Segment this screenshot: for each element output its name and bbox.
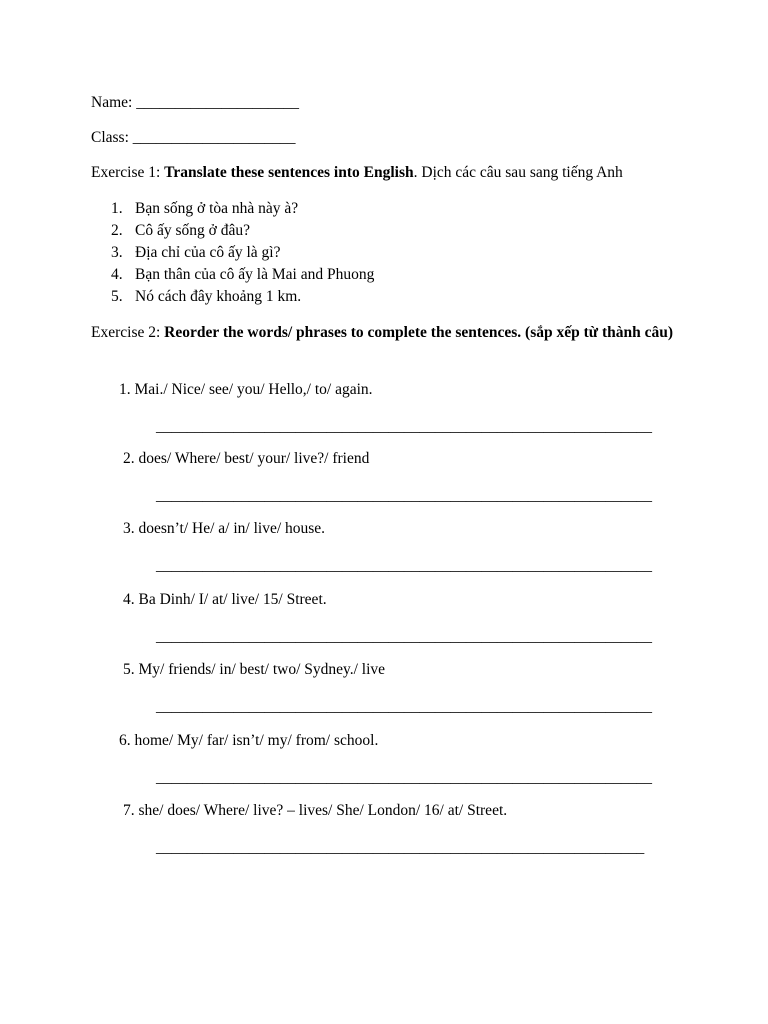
exercise1-prefix: Exercise 1:	[91, 164, 165, 181]
list-item-number: 5.	[111, 288, 123, 305]
exercise2-heading	[91, 321, 691, 344]
reorder-question-4: 4. Ba Dinh/ I/ at/ live/ 15/ Street.	[123, 591, 327, 608]
answer-line-5[interactable]: ________________________________________________________________	[156, 698, 652, 715]
answer-line-6[interactable]: ________________________________________________________________	[156, 769, 652, 786]
answer-line-4[interactable]: ________________________________________________________________	[156, 628, 652, 645]
answer-line-1[interactable]: ________________________________________________________________	[156, 418, 652, 435]
reorder-question-5: 5. My/ friends/ in/ best/ two/ Sydney./ live	[123, 661, 386, 678]
list-item-number: 3.	[111, 244, 123, 261]
answer-line-3[interactable]: ________________________________________________________________	[156, 557, 652, 574]
list-item-text: Bạn thân của cô ấy là Mai and Phuong	[135, 266, 375, 283]
exercise2-instruction: Reorder the words/ phrases to complete the sentences. (sắp xếp từ thành câu)	[164, 324, 674, 341]
list-item-number: 2.	[111, 222, 123, 239]
name-field-label: Name: _____________________	[91, 94, 299, 111]
list-item-text: Địa chỉ của cô ấy là gì?	[135, 244, 281, 261]
reorder-question-7: 7. she/ does/ Where/ live? – lives/ She/ London/ 16/ at/ Street.	[123, 802, 508, 819]
list-item-number: 4.	[111, 266, 123, 283]
list-item-text: Bạn sống ở tòa nhà này à?	[135, 200, 299, 217]
answer-line-2[interactable]: ________________________________________________________________	[156, 487, 652, 504]
list-item-text: Cô ấy sống ở đâu?	[135, 222, 250, 239]
list-item-text: Nó cách đây khoảng 1 km.	[135, 288, 302, 305]
reorder-question-6: 6. home/ My/ far/ isn’t/ my/ from/ school.	[119, 732, 379, 749]
reorder-question-2: 2. does/ Where/ best/ your/ live?/ friend	[123, 450, 370, 467]
exercise1-instruction-vi: . Dịch các câu sau sang tiếng Anh	[413, 164, 623, 181]
exercise2-prefix: Exercise 2:	[91, 324, 165, 341]
exercise1-heading	[91, 164, 623, 182]
list-item-number: 1.	[111, 200, 123, 217]
exercise1-instruction: Translate these sentences into English	[164, 164, 414, 181]
class-field-label: Class: _____________________	[91, 129, 296, 146]
reorder-question-1: 1. Mai./ Nice/ see/ you/ Hello,/ to/ again.	[119, 381, 373, 398]
answer-line-7[interactable]: _______________________________________________________________	[156, 839, 645, 856]
reorder-question-3: 3. doesn’t/ He/ a/ in/ live/ house.	[123, 520, 326, 537]
